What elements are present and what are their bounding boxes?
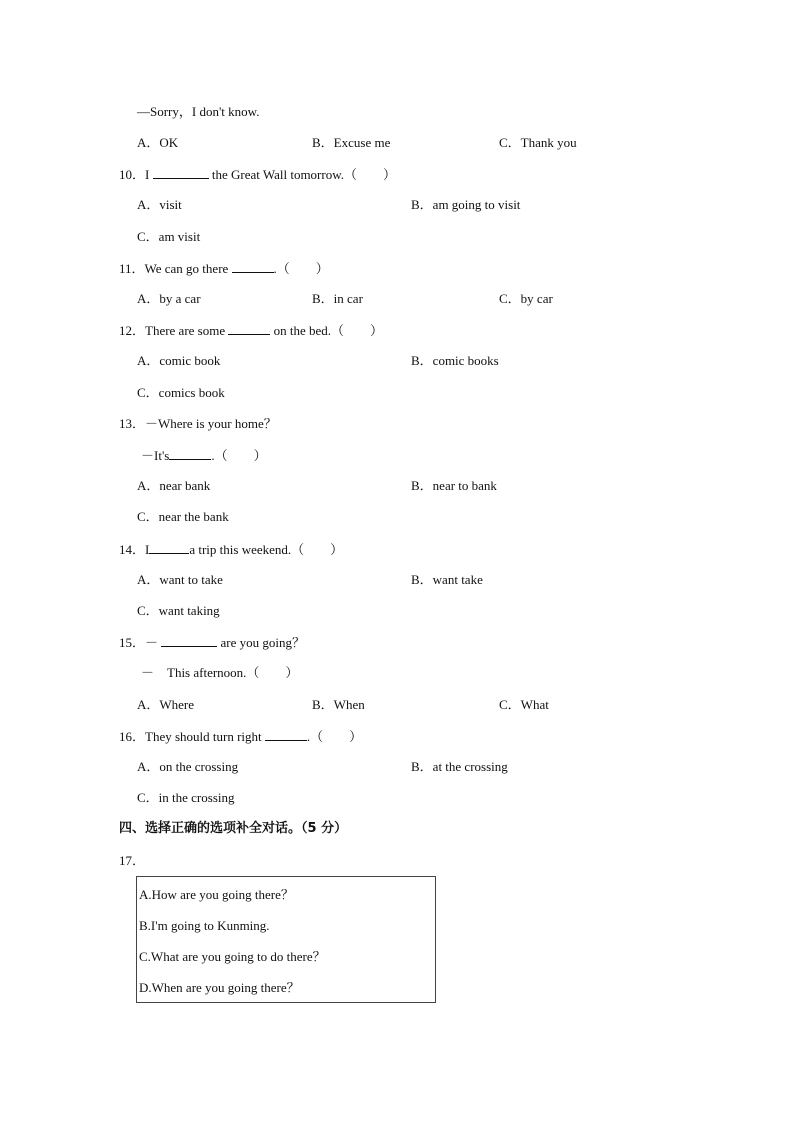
q10-stem xyxy=(119,166,396,183)
q17-number: 17． xyxy=(119,853,146,868)
box-option-a: A.How are you going there？ xyxy=(139,887,294,902)
q9-reply: —Sorry，I don't know. xyxy=(137,104,260,119)
q16-stem xyxy=(119,728,362,745)
q15-stem xyxy=(119,634,305,651)
q10-blank xyxy=(153,166,209,179)
q15-number: 15．－ xyxy=(119,635,159,650)
q12-stem xyxy=(119,322,383,339)
q9-option-c: C．Thank you xyxy=(499,135,577,150)
q13-blank xyxy=(169,447,211,460)
q10-option-a: A．visit xyxy=(137,197,182,212)
q15-option-c: C．What xyxy=(499,697,549,712)
q16-option-a: A．on the crossing xyxy=(137,759,239,774)
q15-rest: are you going？ xyxy=(220,635,305,650)
section-heading: 四、选择正确的选项补全对话。（5 分） xyxy=(119,821,348,836)
q13-line2-start: －It's xyxy=(141,448,170,463)
q16-number: 16．They should turn right xyxy=(119,729,262,744)
q15-option-b: B．When xyxy=(312,697,365,712)
q15-blank xyxy=(161,634,217,647)
q13-answer-line xyxy=(141,447,267,464)
q10-option-b: B．am going to visit xyxy=(411,197,521,212)
q14-stem xyxy=(119,541,343,558)
q10-option-c: C．am visit xyxy=(137,229,201,244)
box-option-b: B.I'm going to Kunming. xyxy=(139,918,270,933)
q14-blank xyxy=(149,541,189,554)
q14-option-b: B．want take xyxy=(411,572,483,587)
q10-rest: the Great Wall tomorrow.（ ） xyxy=(211,167,397,182)
box-option-c: C.What are you going to do there？ xyxy=(139,949,326,964)
q11-rest: .（ ） xyxy=(273,261,329,276)
q16-rest: .（ ） xyxy=(306,729,363,744)
q15-option-a: A．Where xyxy=(137,697,195,712)
q11-blank xyxy=(232,260,274,273)
q9-option-b: B．Excuse me xyxy=(312,135,391,150)
q11-option-b: B．in car xyxy=(312,291,363,306)
q12-rest: on the bed.（ ） xyxy=(273,323,384,338)
q13-option-a: A．near bank xyxy=(137,478,211,493)
q13-stem: 13．－Where is your home？ xyxy=(119,416,277,431)
q11-stem xyxy=(119,260,329,277)
q11-number: 11．We can go there xyxy=(119,261,229,276)
q13-option-b: B．near to bank xyxy=(411,478,497,493)
q16-option-c: C．in the crossing xyxy=(137,790,235,805)
q14-option-a: A．want to take xyxy=(137,572,223,587)
q10-number: 10．I xyxy=(119,167,150,182)
q14-number: 14．I xyxy=(119,542,150,557)
q12-option-c: C．comics book xyxy=(137,385,225,400)
q9-option-a: A．OK xyxy=(137,135,179,150)
q13-option-c: C．near the bank xyxy=(137,509,229,524)
q12-option-b: B．comic books xyxy=(411,353,499,368)
q14-rest: a trip this weekend.（ ） xyxy=(189,542,344,557)
box-option-d: D.When are you going there？ xyxy=(139,980,300,995)
q11-option-c: C．by car xyxy=(499,291,553,306)
q12-blank xyxy=(228,322,270,335)
q15-answer-line: － This afternoon.（ ） xyxy=(141,665,299,680)
q16-blank xyxy=(265,728,307,741)
q13-line2-end: .（ ） xyxy=(211,448,267,463)
q16-option-b: B．at the crossing xyxy=(411,759,508,774)
q12-number: 12．There are some xyxy=(119,323,226,338)
q11-option-a: A．by a car xyxy=(137,291,201,306)
q14-option-c: C．want taking xyxy=(137,603,220,618)
q12-option-a: A．comic book xyxy=(137,353,221,368)
options-box xyxy=(136,876,436,1003)
